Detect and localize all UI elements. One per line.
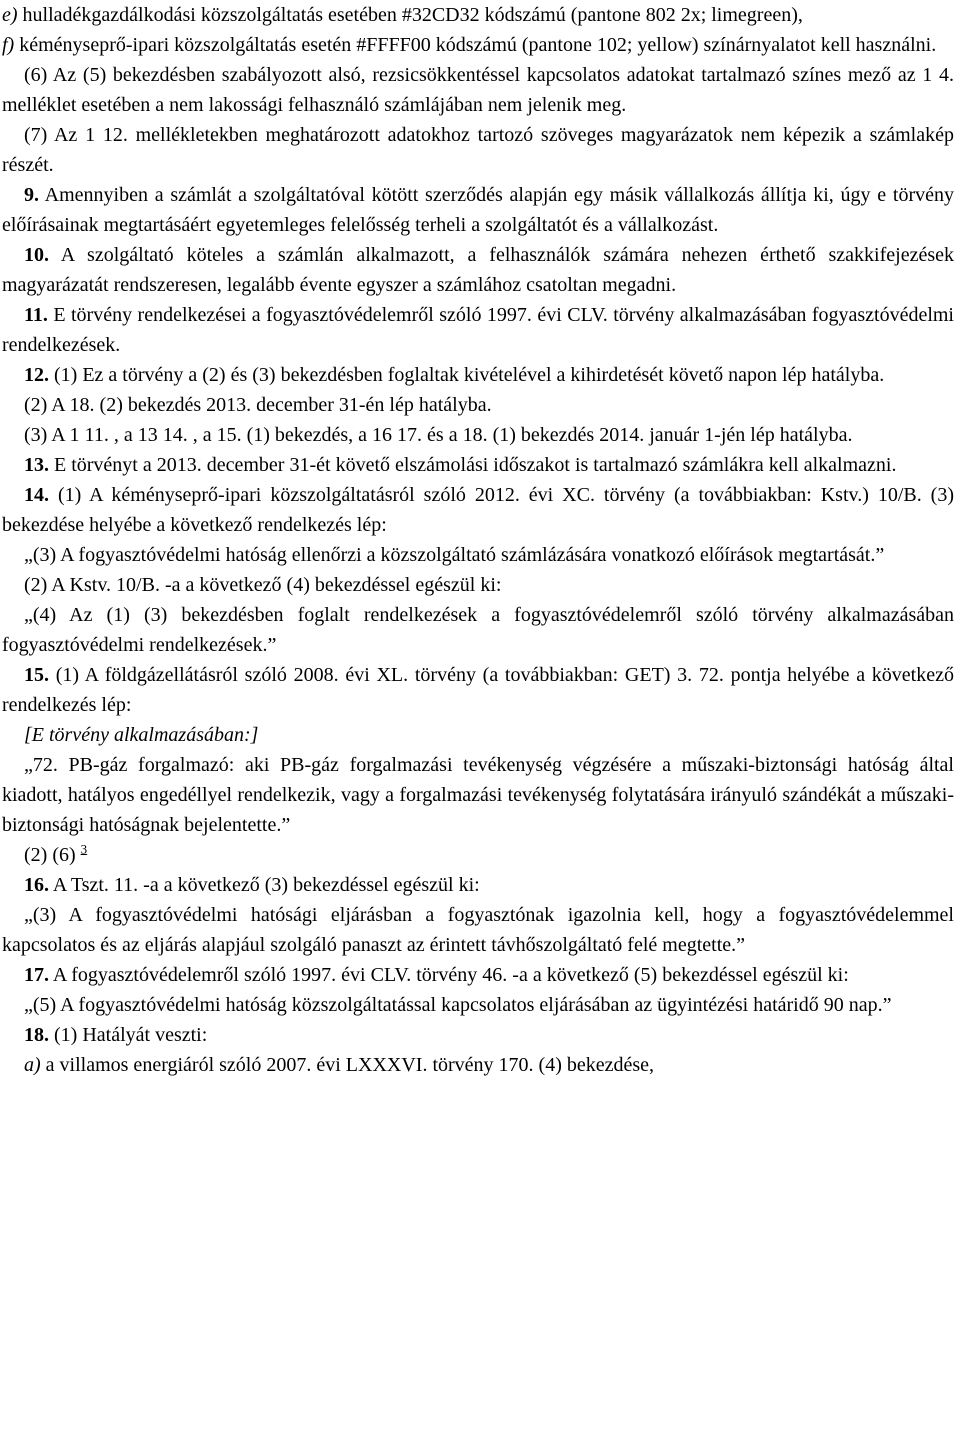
paragraph-section-9 [2, 180, 954, 240]
paragraph-text: kéményseprő-ipari közszolgáltatás esetén #FFFF00 kódszámú (pantone 102; yellow) színárnyalatot kell használni. [14, 34, 937, 56]
paragraph-text: (1) A földgázellátásról szóló 2008. évi XL. törvény (a továbbiakban: GET) 3. 72. pontja helyébe a következő rendelkezés lép: [2, 664, 954, 716]
section-number: 16. [24, 874, 49, 896]
paragraph-text: A fogyasztóvédelemről szóló 1997. évi CLV. törvény 46. -a a következő (5) bekezdéssel egészül ki: [49, 964, 849, 986]
paragraph-text: A Tszt. 11. -a a következő (3) bekezdéssel egészül ki: [49, 874, 480, 896]
paragraph-text: (1) Ez a törvény a (2) és (3) bekezdésben foglaltak kivételével a kihirdetését követő napon lép hatályba. [49, 364, 885, 386]
paragraph-section-11 [2, 300, 954, 360]
paragraph-text: (1) Hatályát veszti: [49, 1024, 208, 1046]
paragraph-section-13 [2, 450, 954, 480]
paragraph-section-18 [2, 1020, 954, 1050]
paragraph-section-12-2 [2, 390, 954, 420]
footnote-ref: 3 [80, 841, 88, 857]
paragraph-quote-17-5 [2, 990, 954, 1020]
section-number: 10. [24, 244, 49, 266]
paragraph-section-12 [2, 360, 954, 390]
paragraph-section-10 [2, 240, 954, 300]
paragraph-section-15 [2, 660, 954, 720]
paragraph-item-e [2, 0, 954, 30]
paragraph-text: „(5) A fogyasztóvédelmi hatóság közszolgáltatással kapcsolatos eljárásában az ügyintézési határidő 90 nap.” [24, 994, 892, 1016]
paragraph-text: (1) A kéményseprő-ipari közszolgáltatásról szóló 2012. évi XC. törvény (a továbbiakban: Kstv.) 10/B. (3) bekezdése helyébe a következő rendelkezés lép: [2, 484, 954, 536]
paragraph-text: E törvényt a 2013. december 31-ét követő elszámolási időszakot is tartalmazó számlákra kell alkalmazni. [49, 454, 897, 476]
section-number: 17. [24, 964, 49, 986]
paragraph-text: (2) A Kstv. 10/B. -a a következő (4) bekezdéssel egészül ki: [24, 574, 502, 596]
paragraph-text: hulladékgazdálkodási közszolgáltatás esetében #32CD32 kódszámú (pantone 802 2x; limegreen), [17, 4, 803, 26]
paragraph-text: a villamos energiáról szóló 2007. évi LXXXVI. törvény 170. (4) bekezdése, [40, 1054, 655, 1076]
paragraph-text: A szolgáltató köteles a számlán alkalmazott, a felhasználók számára nehezen érthető szakkifejezések magyarázatát rendszeresen, legalább évente egyszer a számlához csatoltan megadni. [2, 244, 954, 296]
paragraph-section-14-2 [2, 570, 954, 600]
paragraph-text: [E törvény alkalmazásában:] [24, 724, 259, 746]
paragraph-text: E törvény rendelkezései a fogyasztóvédelemről szóló 1997. évi CLV. törvény alkalmazásában fogyasztóvédelmi rendelkezések. [2, 304, 954, 356]
section-number: 18. [24, 1024, 49, 1046]
paragraph-text: „(4) Az (1) (3) bekezdésben foglalt rendelkezések a fogyasztóvédelemről szóló törvény alkalmazásában fogyasztóvédelmi rendelkezések.” [2, 604, 954, 656]
paragraph-text: „(3) A fogyasztóvédelmi hatósági eljárásban a fogyasztónak igazolnia kell, hogy a fogyasztóvédelemmel kapcsolatos és az eljárás alapjául szolgáló panaszt az érintett távhőszolgáltató felé megtette.” [2, 904, 954, 956]
paragraph-text: a) [24, 1054, 41, 1076]
paragraph-para-7 [2, 120, 954, 180]
paragraph-text: (6) Az (5) bekezdésben szabályozott alsó, rezsicsökkentéssel kapcsolatos adatokat tartalmazó színes mező az 1 4. melléklet esetében a nem lakossági felhasználó számlájában nem jelenik meg. [2, 64, 954, 116]
paragraph-text: (7) Az 1 12. mellékletekben meghatározott adatokhoz tartozó szöveges magyarázatok nem képezik a számlakép részét. [2, 124, 954, 176]
paragraph-item-f [2, 30, 954, 60]
paragraph-section-14 [2, 480, 954, 540]
paragraph-quote-16-3 [2, 900, 954, 960]
paragraph-section-15-context [2, 720, 954, 750]
paragraph-text: Amennyiben a számlát a szolgáltatóval kötött szerződés alapján egy másik vállalkozás állítja ki, úgy e törvény előírásainak megtartásáért egyetemleges felelősség terheli a szolgáltatót és a vállalkozást. [2, 184, 954, 236]
section-number: 11. [24, 304, 48, 326]
section-number: 9. [24, 184, 39, 206]
section-number: 13. [24, 454, 49, 476]
paragraph-section-15-2-6 [2, 840, 954, 870]
section-number: 15. [24, 664, 49, 686]
paragraph-text: e) [2, 4, 18, 26]
paragraph-text: (2) A 18. (2) bekezdés 2013. december 31-én lép hatályba. [24, 394, 492, 416]
paragraph-text: (2) (6) [24, 844, 81, 866]
paragraph-section-17 [2, 960, 954, 990]
paragraph-section-18-a [2, 1050, 954, 1080]
paragraph-text: (3) A 1 11. , a 13 14. , a 15. (1) bekezdés, a 16 17. és a 18. (1) bekezdés 2014. január 1-jén lép hatályba. [24, 424, 853, 446]
paragraph-section-12-3 [2, 420, 954, 450]
paragraph-text: „(3) A fogyasztóvédelmi hatóság ellenőrzi a közszolgáltató számlázására vonatkozó előírások megtartását.” [24, 544, 885, 566]
paragraph-section-16 [2, 870, 954, 900]
section-number: 12. [24, 364, 49, 386]
paragraph-text: „72. PB-gáz forgalmazó: aki PB-gáz forgalmazási tevékenység végzésére a műszaki-biztonsági hatóság által kiadott, hatályos engedéllyel rendelkezik, vagy a forgalmazási tevékenység folytatására irányuló szándékát a műszaki-biztonsági hatóságnak bejelentette.” [2, 754, 954, 836]
paragraph-para-6 [2, 60, 954, 120]
paragraph-quote-14-3 [2, 540, 954, 570]
section-number: 14. [24, 484, 49, 506]
paragraph-quote-14-4 [2, 600, 954, 660]
paragraph-text: f) [2, 34, 15, 56]
paragraph-quote-15-72 [2, 750, 954, 840]
